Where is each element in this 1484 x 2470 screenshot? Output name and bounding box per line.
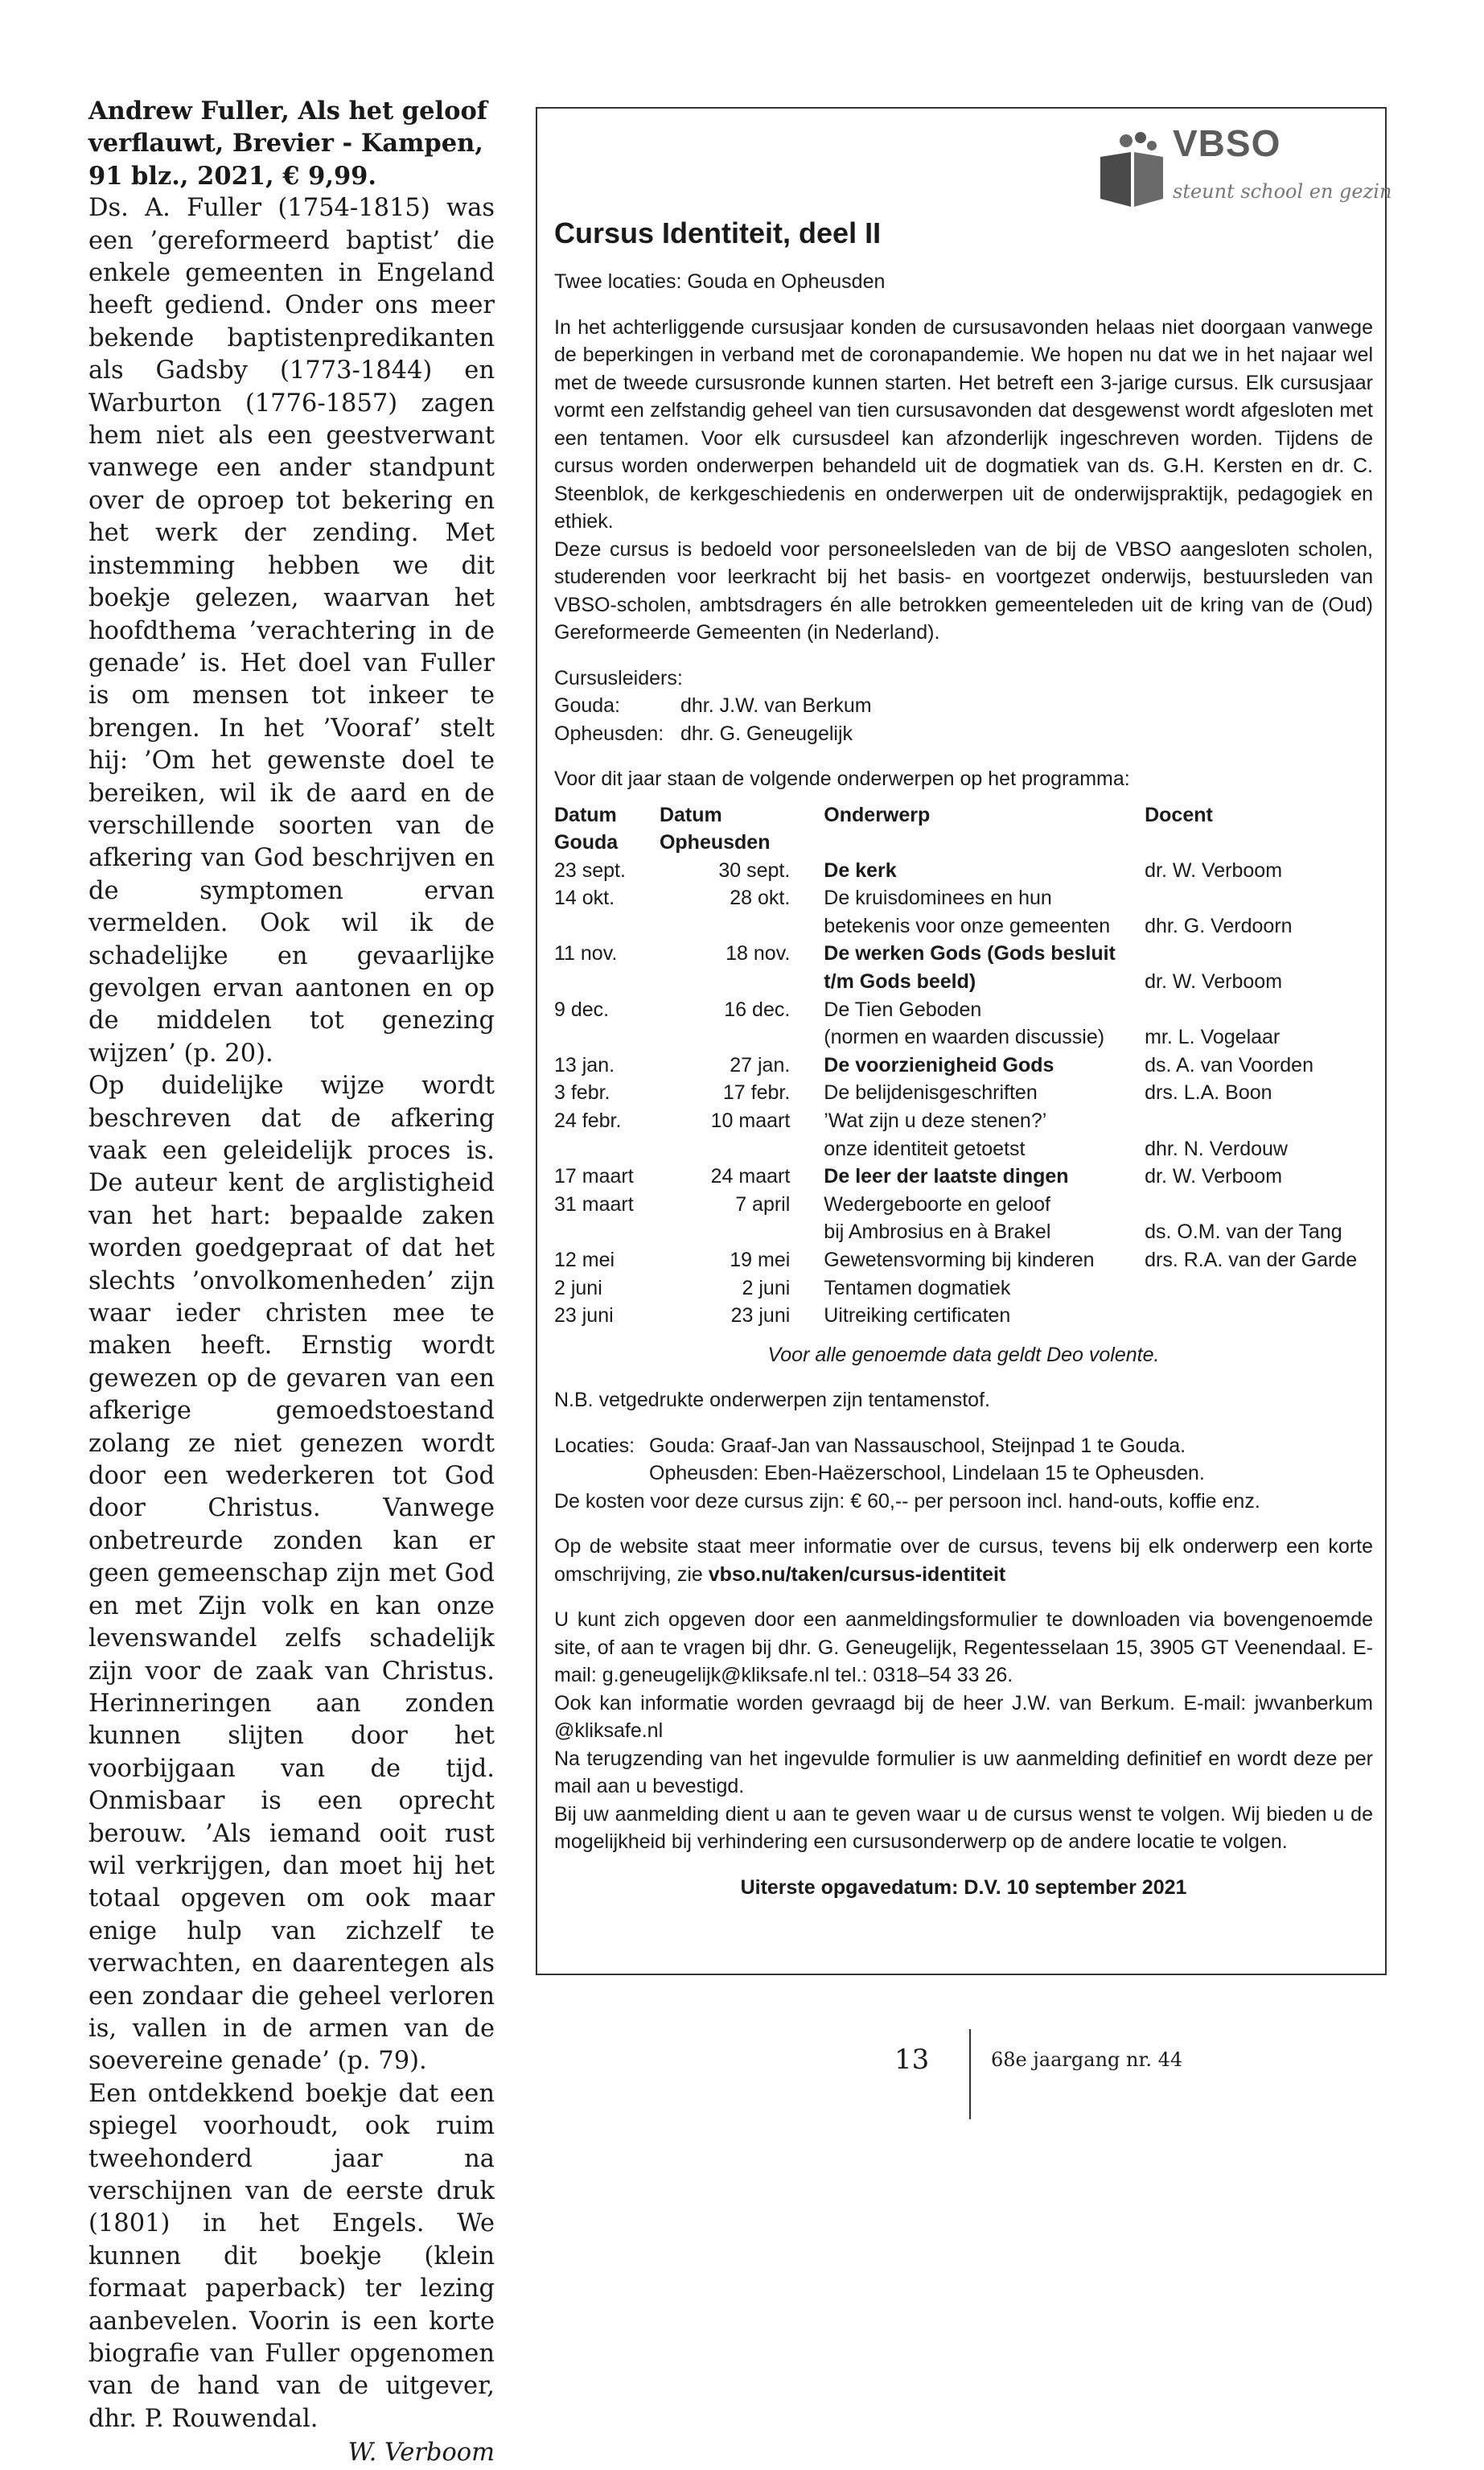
table-row [554, 1079, 1373, 1107]
review-paragraph-2: Op duidelijke wijze wordt beschreven dat de afkering vaak een geleidelijk proces is. De auteur kent de arglistigheid van het hart: bepaalde zaken worden goedgepraat of dat het slechts ’onvolkomenheden’ zijn waar ieder christen mee te maken heeft. Ernstig wordt gewezen op de gevaren van een afkerige gemoedstoestand zolang ze niet genezen wordt door een wederkeren tot God door Christus. Vanwege onbetreurde zonden kan er geen gemeenschap zijn met God en met Zijn volk en kan onze levenswandel zelfs schadelijk zijn voor de zaak van Christus. Herinneringen aan zonden kunnen slijten door het voorbijgaan van de tijd. Onmisbaar is een oprecht berouw. ’Als iemand ooit rust wil verkrijgen, dan moet hij het totaal opgeven om ook maar enige hulp van zichzelf te verwachten, en daarentegen als een zondaar die geheel verloren is, vallen in de armen van de soevereine genade’ (p. 79). [88, 1072, 495, 2076]
course-title: Cursus Identiteit, deel II [554, 216, 882, 249]
topic-line-1: De werken Gods (Gods besluit [824, 942, 1116, 965]
topic-line-1: De kerk [824, 858, 897, 882]
topic-line-1: De voorzienigheid Gods [824, 1053, 1054, 1077]
date-opheusden: 23 juni [730, 1304, 791, 1328]
location-row-opheusden [554, 1459, 1373, 1488]
teacher [1145, 996, 1373, 1052]
header-date-gouda: Datum Gouda [554, 803, 619, 854]
course-announcement-box [536, 107, 1392, 1975]
leader-row [554, 692, 1373, 720]
teacher [1145, 1274, 1373, 1303]
teacher: drs. L.A. Boon [1145, 1081, 1272, 1105]
topic [808, 884, 1145, 940]
locations-block [554, 1432, 1373, 1516]
vbso-logo [1096, 120, 1392, 215]
location-opheusden: Opheusden: Eben-Haëzerschool, Lindelaan 15 te Opheusden. [649, 1462, 1205, 1485]
table-row [554, 857, 1373, 885]
date-gouda: 3 febr. [554, 1081, 610, 1105]
website-info [554, 1533, 1373, 1588]
course-leaders [554, 665, 1373, 748]
table-row [554, 1302, 1373, 1330]
teacher [1145, 1302, 1373, 1330]
date-gouda: 9 dec. [554, 998, 610, 1021]
page-footer [0, 2029, 1484, 2126]
teacher-spacer [1145, 1107, 1373, 1135]
deo-volente-note: Voor alle genoemde data geldt Deo volente. [767, 1343, 1160, 1366]
topic-line-1: Wedergeboorte en geloof [824, 1192, 1050, 1216]
topic [808, 1052, 1145, 1080]
teacher-name: dhr. G. Verdoorn [1145, 914, 1293, 937]
teacher: dr. W. Verboom [1145, 858, 1283, 882]
location-gouda: Gouda: Graaf-Jan van Nassauschool, Steijnpad 1 te Gouda. [649, 1434, 1186, 1457]
date-opheusden: 24 maart [710, 1165, 791, 1188]
issue-info: 68e jaargang nr. 44 [991, 2048, 1183, 2071]
logo-tagline: steunt school en gezin [1173, 180, 1392, 203]
teacher [1145, 884, 1373, 940]
website-link[interactable]: vbso.nu/taken/cursus-identiteit [708, 1562, 1006, 1586]
topic-line-2: onze identiteit getoetst [824, 1137, 1026, 1160]
date-opheusden: 10 maart [710, 1109, 791, 1133]
teacher-spacer [1145, 1191, 1373, 1219]
signup-paragraph-1: U kunt zich opgeven door een aanmeldingsformulier te downloaden via bovengenoemde site, of aan te vragen bij dhr. G. Geneugelijk, Regentesselaan 15, 3905 GT Veenendaal. E-mail: g.geneugelijk@kliksafe.nl tel.: 0318–54 33 26. [554, 1608, 1373, 1687]
topic [808, 1191, 1145, 1246]
table-row [554, 940, 1373, 995]
date-opheusden: 27 jan. [730, 1053, 791, 1077]
table-row [554, 1246, 1373, 1274]
review-heading: Andrew Fuller, Als het geloof verflauwt, Brevier - Kampen, 91 blz., 2021, € 9,99. [88, 97, 487, 191]
topic [808, 940, 1145, 995]
schedule-body [554, 857, 1373, 1330]
footer-divider [969, 2029, 971, 2119]
date-gouda: 24 febr. [554, 1109, 622, 1133]
topic [808, 1107, 1145, 1163]
leaders-heading: Cursusleiders: [554, 666, 683, 690]
date-gouda: 14 okt. [554, 887, 615, 910]
table-row [554, 996, 1373, 1052]
teacher-spacer [1145, 884, 1373, 912]
costs-text: De kosten voor deze cursus zijn: € 60,-- per persoon incl. hand-outs, koffie enz. [554, 1489, 1260, 1513]
teacher-spacer [1145, 940, 1373, 968]
course-schedule-table [554, 801, 1373, 1330]
header-topic: Onderwerp [824, 803, 931, 826]
date-gouda: 23 sept. [554, 858, 626, 882]
page-number: 13 [894, 2044, 930, 2076]
logo-wordmark: VBSO [1173, 122, 1281, 164]
topic-line-2: bij Ambrosius en à Brakel [824, 1221, 1051, 1244]
topic [808, 1274, 1145, 1303]
topic [808, 1079, 1145, 1107]
intro-paragraph-1: In het achterliggende cursusjaar konden de cursusavonden helaas niet doorgaan vanwege de beperkingen in verband met de coronapandemie. We hopen nu dat we in het najaar wel met de tweede cursusronde kunnen starten. Het betreft een 3-jarige cursus. Elk cursusjaar vormt een zelfstandig geheel van tien cursusavonden dat desgewenst wordt afgesloten met een tentamen. Voor elk cursusdeel kan afzonderlijk ingeschreven worden. Tijdens de cursus worden onderwerpen behandeld uit de dogmatiek van ds. G.H. Kersten en dr. C. Steenblok, de kerkgeschiedenis en onderwerpen uit de onderwijspraktijk, pedagogiek en ethiek. [554, 315, 1373, 533]
topic-line-1: De kruisdominees en hun [824, 887, 1052, 910]
table-row [554, 1191, 1373, 1246]
intro-paragraph-2: Deze cursus is bedoeld voor personeelsleden van de bij de VBSO aangesloten scholen, studerenden voor leerkracht bij het basis- en voortgezet onderwijs, bestuursleden van VBSO-scholen, ambtsdragers én alle betrokken gemeenteleden uit de kring van de (Oud) Gereformeerde Gemeenten (in Nederland). [554, 537, 1373, 644]
locations-label: Locaties: [554, 1434, 635, 1457]
date-gouda: 11 nov. [554, 942, 618, 965]
program-intro: Voor dit jaar staan de volgende onderwerpen op het programma: [554, 768, 1130, 790]
leader-name: dhr. G. Geneugelijk [680, 722, 853, 745]
teacher: ds. A. van Voorden [1145, 1053, 1313, 1077]
date-opheusden: 28 okt. [730, 887, 791, 910]
table-row [554, 1052, 1373, 1080]
leader-place: Opheusden: [554, 722, 664, 745]
teacher-name: dr. W. Verboom [1145, 970, 1283, 994]
header-teacher: Docent [1145, 803, 1213, 826]
teacher [1145, 940, 1373, 995]
table-row [554, 1274, 1373, 1303]
date-gouda: 2 juni [554, 1276, 602, 1299]
topic-line-2: (normen en waarden discussie) [824, 1026, 1105, 1049]
signup-paragraph-4: Bij uw aanmelding dient u aan te geven waar u de cursus wenst te volgen. Wij bieden u de mogelijkheid bij verhindering een cursusonderwerp op de andere locatie te volgen. [554, 1802, 1373, 1854]
date-gouda: 12 mei [554, 1249, 615, 1271]
table-row [554, 1163, 1373, 1191]
course-content [554, 216, 1373, 1901]
leader-row [554, 720, 1373, 748]
topic-line-1: ’Wat zijn u deze stenen?’ [824, 1109, 1047, 1133]
table-row [554, 884, 1373, 940]
date-opheusden: 16 dec. [724, 998, 791, 1021]
leader-place: Gouda: [554, 694, 621, 717]
topic-line-1: De leer der laatste dingen [824, 1165, 1069, 1188]
topic-line-1: De belijdenisgeschriften [824, 1081, 1038, 1105]
signup-paragraph-2: Ook kan informatie worden gevraagd bij de heer J.W. van Berkum. E-mail: jwvanberkum @kliksafe.nl [554, 1691, 1373, 1743]
topic-line-1: Tentamen dogmatiek [824, 1276, 1011, 1299]
review-paragraph-3: Een ontdekkend boekje dat een spiegel voorhoudt, ook ruim tweehonderd jaar na verschijnen van de eerste druk (1801) in het Engels. We kunnen dit boekje (klein formaat paperback) ter lezing aanbevelen. Voorin is een korte biografie van Fuller opgenomen van de hand van de uitgever, dhr. P. Rouwendal. [88, 2079, 495, 2433]
topic [808, 1302, 1145, 1330]
date-opheusden: 19 mei [730, 1249, 791, 1271]
header-date-opheusden: Datum Opheusden [659, 803, 771, 854]
teacher [1145, 1107, 1373, 1163]
date-opheusden: 18 nov. [726, 942, 791, 965]
location-row-gouda [554, 1432, 1373, 1460]
teacher: dr. W. Verboom [1145, 1165, 1283, 1188]
date-opheusden: 17 febr. [722, 1081, 791, 1105]
date-opheusden: 7 april [735, 1192, 791, 1216]
topic [808, 1163, 1145, 1191]
teacher-name: dhr. N. Verdouw [1145, 1137, 1288, 1160]
teacher-name: mr. L. Vogelaar [1145, 1026, 1281, 1049]
nb-note: N.B. vetgedrukte onderwerpen zijn tentamenstof. [554, 1389, 990, 1412]
website-text: Op de website staat meer informatie over de cursus, tevens bij elk onderwerp een korte omschrijving, zie [554, 1535, 1373, 1586]
review-paragraph-1: Ds. A. Fuller (1754-1815) was een ’gereformeerd baptist’ die enkele gemeenten in Engeland heeft gediend. Onder ons meer bekende baptistenpredikanten als Gadsby (1773-1844) en Warburton (1776-1857) zagen hem niet als een geestverwant vanwege een ander standpunt over de oproep tot bekering en het werk der zending. Met instemming hebben we dit boekje gelezen, waarvan het hoofdthema ’verachtering in de genade’ is. Het doel van Fuller is om mensen tot inkeer te brengen. In het ’Vooraf’ stelt hij: ’Om het gewenste doel te bereiken, wil ik de aard en de verschillende soorten van de afkering van God beschrijven en de symptomen ervan vermelden. Ook wil ik de schadelijke en gevaarlijke gevolgen ervan aantonen en op de middelen tot genezing wijzen’ (p. 20). [88, 194, 495, 1068]
vbso-figures-icon [1096, 130, 1168, 210]
table-row [554, 1107, 1373, 1163]
table-header-row [554, 801, 1373, 857]
topic-line-1: Uitreiking certificaten [824, 1304, 1011, 1328]
date-gouda: 23 juni [554, 1304, 614, 1328]
signup-paragraph-3: Na terugzending van het ingevulde formulier is uw aanmelding definitief en wordt deze per mail aan u bevestigd. [554, 1747, 1373, 1798]
date-gouda: 31 maart [554, 1192, 634, 1216]
date-opheusden: 30 sept. [718, 858, 791, 882]
teacher-name: ds. O.M. van der Tang [1145, 1221, 1342, 1244]
date-gouda: 13 jan. [554, 1053, 615, 1077]
topic-line-2: betekenis voor onze gemeenten [824, 914, 1111, 937]
signup-deadline: Uiterste opgavedatum: D.V. 10 september 2021 [740, 1875, 1187, 1899]
topic [808, 857, 1145, 885]
teacher-spacer [1145, 996, 1373, 1024]
teacher [1145, 1191, 1373, 1246]
topic [808, 996, 1145, 1052]
date-opheusden: 2 juni [742, 1276, 791, 1299]
leader-name: dhr. J.W. van Berkum [680, 694, 872, 717]
topic-line-1: De Tien Geboden [824, 998, 982, 1021]
locations-label-spacer [554, 1459, 649, 1488]
date-gouda: 17 maart [554, 1165, 634, 1188]
topic-line-2: t/m Gods beeld) [824, 970, 976, 994]
topic-line-1: Gewetensvorming bij kinderen [824, 1249, 1095, 1271]
teacher: drs. R.A. van der Garde [1145, 1249, 1358, 1271]
topic [808, 1246, 1145, 1274]
locations-intro: Twee locaties: Gouda en Opheusden [554, 270, 886, 293]
review-signature: W. Verboom [347, 2439, 495, 2468]
